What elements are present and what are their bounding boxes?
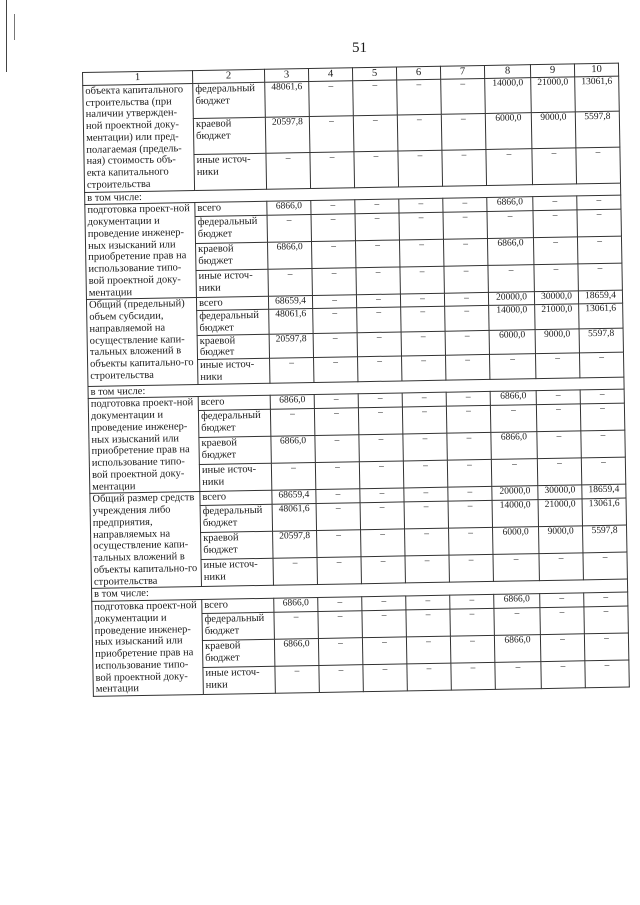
amount-cell: – [311, 241, 355, 269]
amount-cell: – [444, 293, 488, 307]
amount-cell: – [406, 636, 450, 664]
amount-cell: – [405, 555, 449, 583]
amount-cell: – [363, 664, 407, 692]
amount-cell: 6866,0 [268, 242, 312, 270]
amount-cell: – [494, 608, 540, 636]
amount-cell: 9000,0 [535, 328, 579, 353]
amount-cell: – [314, 408, 358, 436]
amount-cell: – [447, 433, 491, 461]
amount-cell: – [271, 463, 315, 491]
funding-source: федеральный бюджет [198, 410, 270, 438]
amount-cell: 21000,0 [531, 77, 576, 113]
amount-cell: – [309, 116, 354, 152]
amount-cell: – [404, 501, 448, 529]
amount-cell: – [357, 307, 401, 332]
amount-cell: – [311, 200, 355, 215]
amount-cell: – [355, 213, 399, 241]
amount-cell: – [443, 198, 487, 213]
amount-cell: – [403, 433, 447, 461]
funding-source: краевой бюджет [197, 334, 269, 360]
amount-cell: – [487, 211, 533, 239]
scan-margin-line [6, 0, 7, 72]
amount-cell: – [400, 266, 444, 294]
funding-source: краевой бюджет [202, 639, 274, 667]
funding-source: всего [196, 297, 268, 311]
amount-cell: – [267, 215, 311, 243]
amount-cell: 48061,6 [265, 81, 310, 117]
amount-cell: 13061,6 [582, 498, 626, 526]
funding-source: краевой бюджет [196, 243, 268, 271]
amount-cell: – [401, 331, 445, 356]
amount-cell: – [533, 196, 577, 211]
funding-source: федеральный бюджет [195, 216, 267, 244]
row-description: подготовка проект-ной документации и проведение инженер-ных изысканий или приобретение прав на использование типо-вой проектной доку-ментации [92, 599, 204, 696]
amount-cell: – [493, 554, 539, 582]
amount-cell: – [450, 635, 494, 663]
amount-cell: – [580, 389, 624, 404]
amount-cell: 6866,0 [270, 395, 314, 410]
amount-cell: 5597,8 [583, 525, 627, 553]
amount-cell: 14000,0 [489, 305, 535, 330]
amount-cell: – [489, 354, 535, 379]
amount-cell: 21000,0 [535, 304, 579, 329]
amount-cell: – [540, 634, 584, 662]
column-header: 3 [264, 69, 308, 83]
amount-cell: 18659,4 [582, 484, 626, 499]
amount-cell: – [449, 555, 493, 583]
amount-cell: – [353, 80, 398, 116]
amount-cell: – [533, 237, 577, 265]
amount-cell: – [314, 357, 358, 382]
amount-cell: 68659,4 [268, 296, 312, 310]
amount-cell: – [318, 638, 362, 666]
amount-cell: 6866,0 [490, 391, 536, 406]
amount-cell: – [310, 152, 355, 188]
amount-cell: – [585, 660, 629, 688]
amount-cell: – [495, 662, 541, 690]
column-header: 5 [352, 67, 396, 81]
amount-cell: 6866,0 [487, 197, 533, 212]
amount-cell: 6866,0 [267, 201, 311, 216]
amount-cell: – [532, 148, 577, 184]
amount-cell: – [451, 662, 495, 690]
row-description: Общий (предельный) объем субсидии, направляемой на осуществление капи-тальных вложений в объекты капитально-го строительства [86, 298, 197, 386]
funding-source: всего [202, 598, 274, 613]
amount-cell: – [403, 460, 447, 488]
amount-cell: – [397, 79, 442, 115]
amount-cell: – [317, 557, 361, 585]
amount-cell: 30000,0 [534, 291, 578, 305]
amount-cell: 6000,0 [493, 527, 539, 555]
table-body [83, 63, 630, 696]
amount-cell: – [359, 461, 403, 489]
amount-cell: – [577, 209, 621, 237]
amount-cell: – [266, 152, 311, 188]
section-note: в том числе: [92, 579, 628, 601]
funding-source: всего [195, 202, 267, 217]
amount-cell: – [354, 151, 399, 187]
amount-cell: – [443, 212, 487, 240]
amount-cell: – [577, 195, 621, 210]
amount-cell: – [359, 434, 403, 462]
amount-cell: 21000,0 [538, 499, 582, 527]
amount-cell: – [491, 459, 537, 487]
amount-cell: 48061,6 [272, 504, 316, 532]
amount-cell: 20597,8 [265, 117, 310, 153]
amount-cell: – [580, 403, 624, 431]
funding-source: федеральный бюджет [200, 505, 272, 533]
funding-source: краевой бюджет [201, 532, 273, 560]
amount-cell: 6000,0 [485, 113, 532, 149]
amount-cell: – [311, 214, 355, 242]
amount-cell: – [404, 487, 448, 502]
amount-cell: – [537, 431, 581, 459]
funding-source: краевой бюджет [193, 118, 266, 155]
amount-cell: – [446, 406, 490, 434]
amount-cell: – [584, 633, 628, 661]
amount-cell: 5597,8 [579, 328, 623, 353]
amount-cell: – [536, 404, 580, 432]
row-description: подготовка проект-ной документации и проведение инженер-ных изысканий или приобретение прав на использование типо-вой проектной доку-ментации [88, 397, 200, 494]
funding-source: иные источ-ники [201, 558, 273, 586]
amount-cell: – [541, 661, 585, 689]
funding-source: федеральный бюджет [197, 309, 269, 335]
amount-cell: – [312, 268, 356, 296]
column-header: 9 [530, 64, 574, 78]
funding-source: иные источ-ники [194, 153, 267, 190]
amount-cell: – [355, 240, 399, 268]
funding-source: иные источ-ники [203, 666, 275, 694]
column-header: 7 [440, 65, 484, 79]
amount-cell: 13061,6 [579, 303, 623, 328]
amount-cell: – [446, 392, 490, 407]
amount-cell: – [360, 502, 404, 530]
amount-cell: – [353, 115, 398, 151]
amount-cell: – [398, 150, 443, 186]
amount-cell: 6866,0 [494, 635, 540, 663]
amount-cell: – [447, 460, 491, 488]
amount-cell: 20000,0 [492, 486, 538, 501]
amount-cell: – [274, 611, 318, 639]
amount-cell: – [268, 269, 312, 297]
amount-cell: – [406, 595, 450, 610]
amount-cell: – [533, 210, 577, 238]
amount-cell: – [360, 488, 404, 503]
page-number: 51 [352, 40, 367, 56]
amount-cell: – [356, 267, 400, 295]
amount-cell: – [448, 487, 492, 502]
row-description: объекта капитального строительства (при наличии утвержден-ной проектной доку-ментации) или пред-полагаемая (предель-ная) стоимость объ-екта капитального строительства [83, 83, 195, 192]
amount-cell: – [358, 393, 402, 408]
amount-cell: – [488, 265, 534, 293]
amount-cell: – [318, 597, 362, 612]
amount-cell: – [441, 78, 486, 114]
amount-cell: – [362, 596, 406, 611]
amount-cell: – [270, 409, 314, 437]
amount-cell: 68659,4 [272, 490, 316, 505]
section-note: в том числе: [88, 377, 624, 399]
column-header: 6 [396, 66, 440, 80]
amount-cell: – [445, 354, 489, 379]
funding-source: иные источ-ники [199, 464, 271, 492]
amount-cell: – [315, 435, 359, 463]
amount-cell: – [355, 199, 399, 214]
amount-cell: – [450, 608, 494, 636]
amount-cell: 30000,0 [538, 485, 582, 500]
amount-cell: 20597,8 [269, 333, 313, 358]
amount-cell: – [445, 305, 489, 330]
amount-cell: – [402, 355, 446, 380]
amount-cell: – [406, 609, 450, 637]
amount-cell: – [581, 430, 625, 458]
amount-cell: – [445, 330, 489, 355]
amount-cell: – [577, 236, 621, 264]
amount-cell: – [407, 663, 451, 691]
amount-cell: – [405, 528, 449, 556]
amount-cell: – [317, 530, 361, 558]
amount-cell: – [581, 457, 625, 485]
amount-cell: 6000,0 [489, 329, 535, 354]
amount-cell: – [275, 665, 319, 693]
amount-cell: 48061,6 [269, 309, 313, 334]
amount-cell: – [270, 358, 314, 383]
amount-cell: 14000,0 [492, 500, 538, 528]
amount-cell: – [443, 239, 487, 267]
amount-cell: – [273, 558, 317, 586]
amount-cell: 14000,0 [485, 77, 532, 113]
amount-cell: – [315, 462, 359, 490]
funding-source: федеральный бюджет [202, 612, 274, 640]
amount-cell: 6866,0 [494, 594, 540, 609]
amount-cell: – [358, 356, 402, 381]
amount-cell: 9000,0 [531, 112, 576, 148]
amount-cell: 6866,0 [487, 238, 533, 266]
amount-cell: – [534, 264, 578, 292]
amount-cell: – [309, 81, 354, 117]
amount-cell: – [537, 458, 581, 486]
amount-cell: – [584, 592, 628, 607]
amount-cell: – [442, 149, 487, 185]
amount-cell: – [486, 149, 533, 185]
amount-cell: – [540, 607, 584, 635]
amount-cell: – [448, 501, 492, 529]
amount-cell: – [400, 293, 444, 307]
row-description: Общий размер средств учреждения либо предприятия, направляемых на осуществление капи-тальных вложений в объекты капитально-го строительства [90, 492, 202, 589]
amount-cell: – [578, 263, 622, 291]
amount-cell: 6866,0 [274, 638, 318, 666]
funding-source: краевой бюджет [199, 437, 271, 465]
amount-cell: – [539, 553, 583, 581]
amount-cell: – [490, 405, 536, 433]
amount-cell: – [362, 637, 406, 665]
amount-cell: – [402, 392, 446, 407]
amount-cell: 18659,4 [578, 290, 622, 304]
amount-cell: – [576, 147, 621, 183]
amount-cell: – [536, 390, 580, 405]
amount-cell: – [579, 352, 623, 377]
amount-cell: – [356, 294, 400, 308]
amount-cell: – [361, 556, 405, 584]
amount-cell: – [362, 610, 406, 638]
amount-cell: – [444, 266, 488, 294]
amount-cell: – [318, 611, 362, 639]
funding-source: иные источ-ники [196, 270, 268, 298]
amount-cell: 20597,8 [273, 531, 317, 559]
amount-cell: – [583, 552, 627, 580]
amount-cell: 6866,0 [491, 432, 537, 460]
amount-cell: – [313, 332, 357, 357]
amount-cell: – [397, 115, 442, 151]
amount-cell: – [450, 594, 494, 609]
amount-cell: – [402, 406, 446, 434]
section-note: в том числе: [85, 183, 621, 205]
amount-cell: – [399, 213, 443, 241]
amount-cell: – [358, 407, 402, 435]
amount-cell: – [319, 665, 363, 693]
amount-cell: – [399, 198, 443, 213]
amount-cell: 6866,0 [271, 436, 315, 464]
funding-source: федеральный бюджет [193, 82, 266, 119]
column-header: 10 [574, 63, 618, 77]
amount-cell: – [312, 295, 356, 309]
amount-cell: – [584, 606, 628, 634]
amount-cell: – [361, 529, 405, 557]
amount-cell: – [316, 503, 360, 531]
amount-cell: – [313, 308, 357, 333]
amount-cell: – [314, 394, 358, 409]
amount-cell: 5597,8 [575, 111, 620, 147]
amount-cell: – [535, 353, 579, 378]
row-description: подготовка проект-ной документации и проведение инженер-ных изысканий или приобретение прав на использование типо-вой проектной доку-ментации [85, 203, 197, 300]
column-header: 2 [192, 69, 264, 83]
financing-table [82, 63, 630, 697]
scan-margin-line [14, 14, 15, 40]
amount-cell: – [316, 489, 360, 504]
column-header: 1 [83, 71, 193, 86]
amount-cell: – [401, 306, 445, 331]
funding-source: всего [198, 396, 270, 411]
amount-cell: – [357, 331, 401, 356]
amount-cell: 20000,0 [488, 292, 534, 306]
amount-cell: – [399, 239, 443, 267]
column-header: 8 [484, 65, 530, 79]
amount-cell: – [449, 528, 493, 556]
amount-cell: – [540, 593, 584, 608]
column-header: 4 [308, 68, 352, 82]
funding-source: всего [200, 491, 272, 506]
funding-source: иные источ-ники [198, 358, 270, 384]
amount-cell: 6866,0 [274, 597, 318, 612]
amount-cell: 13061,6 [575, 76, 620, 112]
amount-cell: 9000,0 [539, 526, 583, 554]
amount-cell: – [441, 114, 486, 150]
